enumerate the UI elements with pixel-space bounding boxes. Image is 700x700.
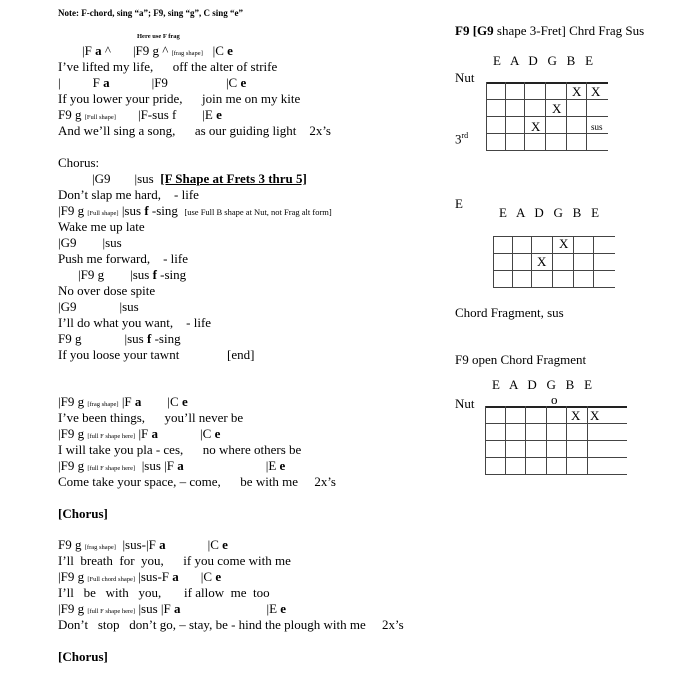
chord-grid bbox=[486, 82, 608, 151]
chord-line: |F9 g [Full shape] |sus f -sing [use Full B shape at Nut, not Frag alt form] bbox=[58, 203, 332, 218]
sus-mark: sus bbox=[591, 122, 603, 132]
chord-line: |G9 |sus bbox=[58, 299, 139, 314]
chord-line: |F a ^ |F9 g ^ [frag shape] |C e bbox=[82, 43, 233, 58]
top-note: Note: F-chord, sing “a”; F9, sing “g”, C sing “e” bbox=[58, 8, 243, 18]
lyric-line: And we’ll sing a song, as our guiding light 2x’s bbox=[58, 123, 331, 138]
tiny-annotation: Here use F frag bbox=[137, 33, 180, 40]
chorus-marker: [Chorus] bbox=[58, 649, 108, 664]
string-labels: E A D G B E bbox=[499, 205, 600, 220]
muted-mark: X bbox=[591, 84, 601, 99]
finger-mark: X bbox=[552, 101, 562, 116]
lyric-line: Don’t stop don’t go, – stay, be - hind the plough with me 2x’s bbox=[58, 617, 404, 632]
finger-mark: X bbox=[537, 254, 547, 269]
lyric-line: Push me forward, - life bbox=[58, 251, 188, 266]
chord-line: F9 g [frag shape] |sus-|F a |C e bbox=[58, 537, 228, 552]
chord-line: |F9 g [full F shape here] |F a |C e bbox=[58, 426, 221, 441]
lyric-line: I’ve been things, you’ll never be bbox=[58, 410, 244, 425]
chord-line: |G9 |sus [F Shape at Frets 3 thru 5] bbox=[92, 171, 307, 186]
lyric-line: Wake me up late bbox=[58, 219, 145, 234]
diagram-caption: Chord Fragment, sus bbox=[455, 305, 564, 320]
finger-mark: X bbox=[559, 236, 569, 251]
diagram-title: F9 [G9 shape 3-Fret] Chrd Frag Sus bbox=[455, 23, 645, 38]
lyric-line: Come take your space, – come, be with me 2x’s bbox=[58, 474, 336, 489]
nut-label: Nut bbox=[455, 396, 475, 411]
chord-line: |F9 g [frag shape] |F a |C e bbox=[58, 394, 188, 409]
lyric-line: If you lower your pride, join me on my kite bbox=[58, 91, 301, 106]
lyric-line: I’ll do what you want, - life bbox=[58, 315, 212, 330]
string-labels: E A D G B E bbox=[493, 53, 594, 68]
finger-mark: X bbox=[531, 119, 541, 134]
chord-line: |F9 g [Full chord shape] |sus-F a |C e bbox=[58, 569, 222, 584]
lyric-line: No over dose spite bbox=[58, 283, 156, 298]
chorus-marker: [Chorus] bbox=[58, 506, 108, 521]
diagram-title: F9 open Chord Fragment bbox=[455, 352, 587, 367]
lyric-line: Don’t slap me hard, - life bbox=[58, 187, 199, 202]
lyric-line: I’ve lifted my life, off the alter of strife bbox=[58, 59, 278, 74]
lyric-line: I’ll be with you, if allow me too bbox=[58, 585, 270, 600]
nut-label: Nut bbox=[455, 70, 475, 85]
diagram-label: E bbox=[455, 196, 463, 211]
open-string-mark: o bbox=[551, 392, 558, 407]
muted-mark: X bbox=[590, 408, 600, 423]
chord-line: F9 g |sus f -sing bbox=[58, 331, 181, 346]
lyric-line: I’ll breath for you, if you come with me bbox=[58, 553, 291, 568]
lyric-line: I will take you pla - ces, no where others be bbox=[58, 442, 302, 457]
muted-mark: X bbox=[571, 408, 581, 423]
chord-grid bbox=[493, 236, 615, 289]
chord-line: |F9 g [full F shape here] |sus |F a |E e bbox=[58, 601, 287, 616]
lyric-line: If you loose your tawnt bbox=[58, 347, 180, 362]
chord-line: F9 g [Full shape] |F-sus f |E e bbox=[58, 107, 222, 122]
muted-mark: X bbox=[572, 84, 582, 99]
string-labels: E A D G B E bbox=[492, 377, 593, 392]
chord-line: | F a |F9 |C e bbox=[58, 75, 247, 90]
chord-line: |F9 g [full F shape here] |sus |F a |E e bbox=[58, 458, 286, 473]
chorus-heading: Chorus: bbox=[58, 155, 100, 170]
end-marker: [end] bbox=[227, 347, 255, 362]
chord-grid bbox=[485, 406, 627, 476]
chord-line: |F9 g |sus f -sing bbox=[78, 267, 187, 282]
fret-label: 3rd bbox=[455, 131, 469, 147]
chord-line: |G9 |sus bbox=[58, 235, 122, 250]
